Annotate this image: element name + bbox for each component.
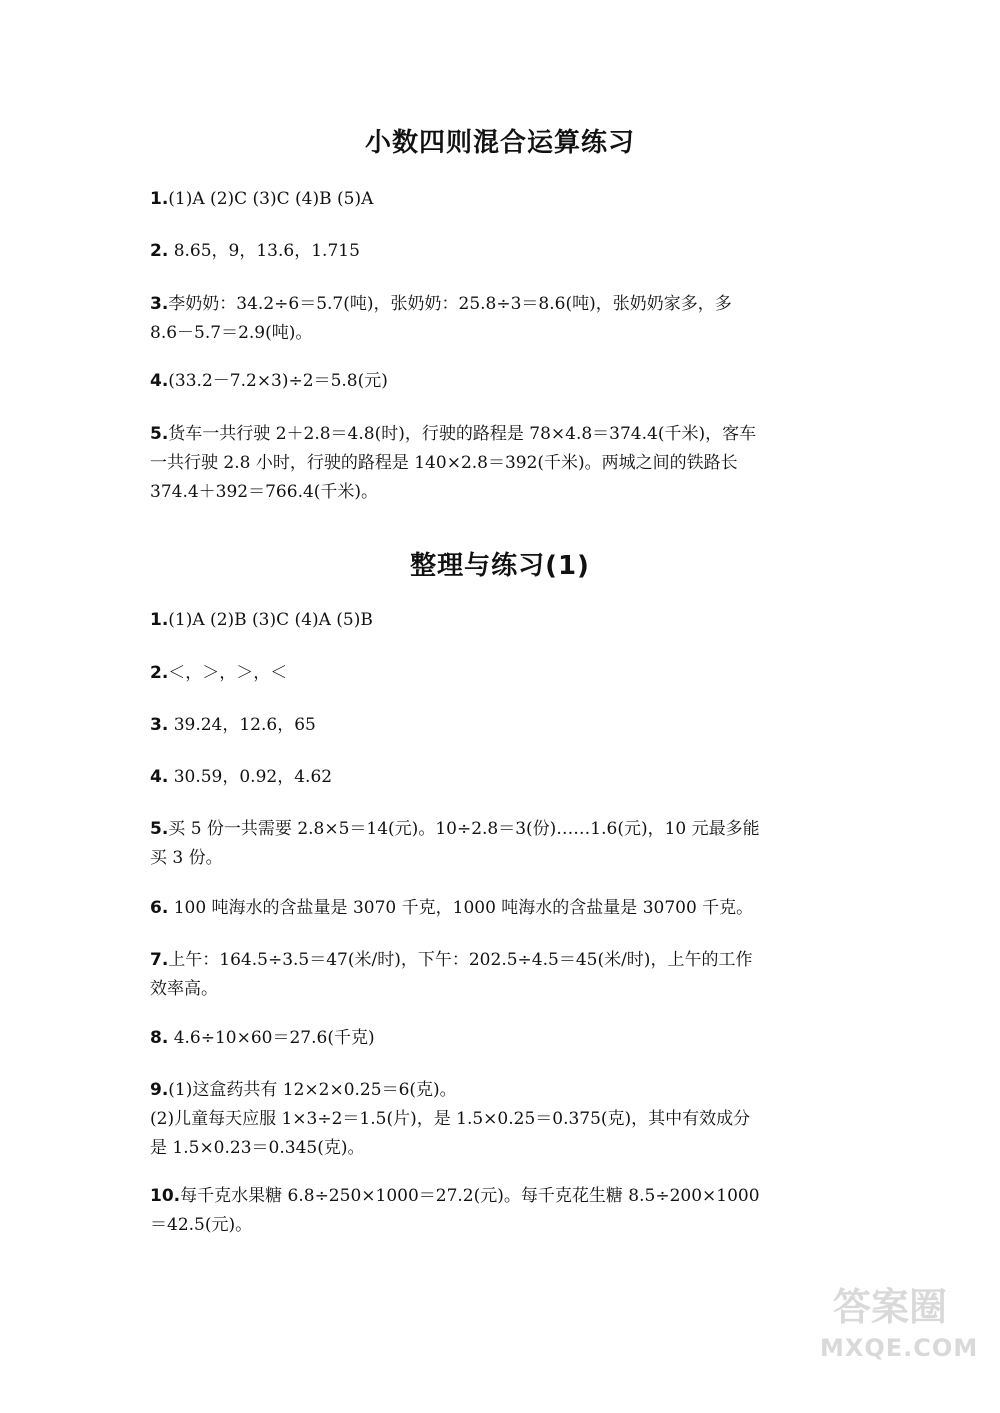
item-number: 8. [150, 1028, 169, 1048]
item-text: 李奶奶：34.2÷6＝5.7(吨)，张奶奶：25.8÷3＝8.6(吨)，张奶奶家多，多 [168, 294, 732, 314]
item-number: 1. [150, 610, 169, 630]
item-text: 买 3 份。 [150, 848, 223, 868]
item-number: 2. [150, 241, 169, 261]
answer-item [150, 237, 850, 266]
item-number: 5. [150, 424, 169, 444]
item-number: 4. [150, 767, 169, 787]
item-text: ＝42.5(元)。 [150, 1215, 253, 1235]
item-text: (2)儿童每天应服 1×3÷2＝1.5(片)，是 1.5×0.25＝0.375(克)，其中有效成分 [150, 1109, 751, 1129]
item-text: 货车一共行驶 2＋2.8＝4.8(时)，行驶的路程是 78×4.8＝374.4(千米)，客车 [168, 424, 757, 444]
item-number: 1. [150, 189, 169, 209]
item-text: 每千克水果糖 6.8÷250×1000＝27.2(元)。每千克花生糖 8.5÷200×1000 [180, 1186, 760, 1206]
item-text: (1)A (2)B (3)C (4)A (5)B [168, 610, 373, 630]
item-text: 100 吨海水的含盐量是 3070 千克，1000 吨海水的含盐量是 30700 千克。 [168, 898, 754, 918]
item-text: 效率高。 [150, 979, 218, 999]
answer-item [150, 946, 850, 1004]
item-text: 39.24，12.6，65 [168, 715, 316, 735]
watermark-logo [820, 1281, 979, 1391]
item-text: 30.59，0.92，4.62 [168, 767, 333, 787]
item-number: 6. [150, 898, 169, 918]
section-title: 整理与练习(1) [410, 551, 590, 581]
answer-item [150, 1182, 850, 1240]
answer-item [150, 815, 850, 873]
item-text: 买 5 份一共需要 2.8×5＝14(元)。10÷2.8＝3(份)……1.6(元)，10 元最多能 [168, 819, 760, 839]
answer-item [150, 1076, 850, 1163]
item-number: 9. [150, 1080, 169, 1100]
item-text: 一共行驶 2.8 小时，行驶的路程是 140×2.8＝392(千米)。两城之间的铁路长 [150, 453, 738, 473]
item-text: 8.65，9，13.6，1.715 [168, 241, 360, 261]
item-text: 上午：164.5÷3.5＝47(米/时)，下午：202.5÷4.5＝45(米/时)，上午的工作 [168, 950, 753, 970]
item-number: 7. [150, 950, 169, 970]
item-text: (33.2－7.2×3)÷2＝5.8(元) [168, 371, 388, 391]
item-text: 8.6－5.7＝2.9(吨)。 [150, 323, 313, 343]
answer-item [150, 659, 850, 688]
answer-item [150, 420, 850, 507]
watermark-url: MXQE.COM [820, 1334, 979, 1362]
answer-item [150, 367, 850, 396]
answer-item [150, 290, 850, 348]
item-text: 4.6÷10×60＝27.6(千克) [168, 1028, 375, 1048]
answer-item [150, 711, 850, 740]
item-number: 3. [150, 294, 169, 314]
answer-item [150, 1024, 850, 1053]
watermark-text: 答案圈 [832, 1285, 947, 1329]
item-text: (1)A (2)C (3)C (4)B (5)A [168, 189, 374, 209]
item-number: 4. [150, 371, 169, 391]
answer-item [150, 185, 850, 214]
section-title: 小数四则混合运算练习 [364, 128, 635, 158]
item-text: (1)这盒药共有 12×2×0.25＝6(克)。 [168, 1080, 457, 1100]
item-number: 5. [150, 819, 169, 839]
item-number: 2. [150, 663, 169, 683]
item-number: 3. [150, 715, 169, 735]
item-text: ＜，＞，＞，＜ [168, 663, 288, 683]
item-number: 10. [150, 1186, 181, 1206]
answer-item [150, 894, 850, 923]
answer-item [150, 763, 850, 792]
item-text: 是 1.5×0.23＝0.345(克)。 [150, 1138, 365, 1158]
answer-item [150, 606, 850, 635]
item-text: 374.4＋392＝766.4(千米)。 [150, 482, 379, 502]
